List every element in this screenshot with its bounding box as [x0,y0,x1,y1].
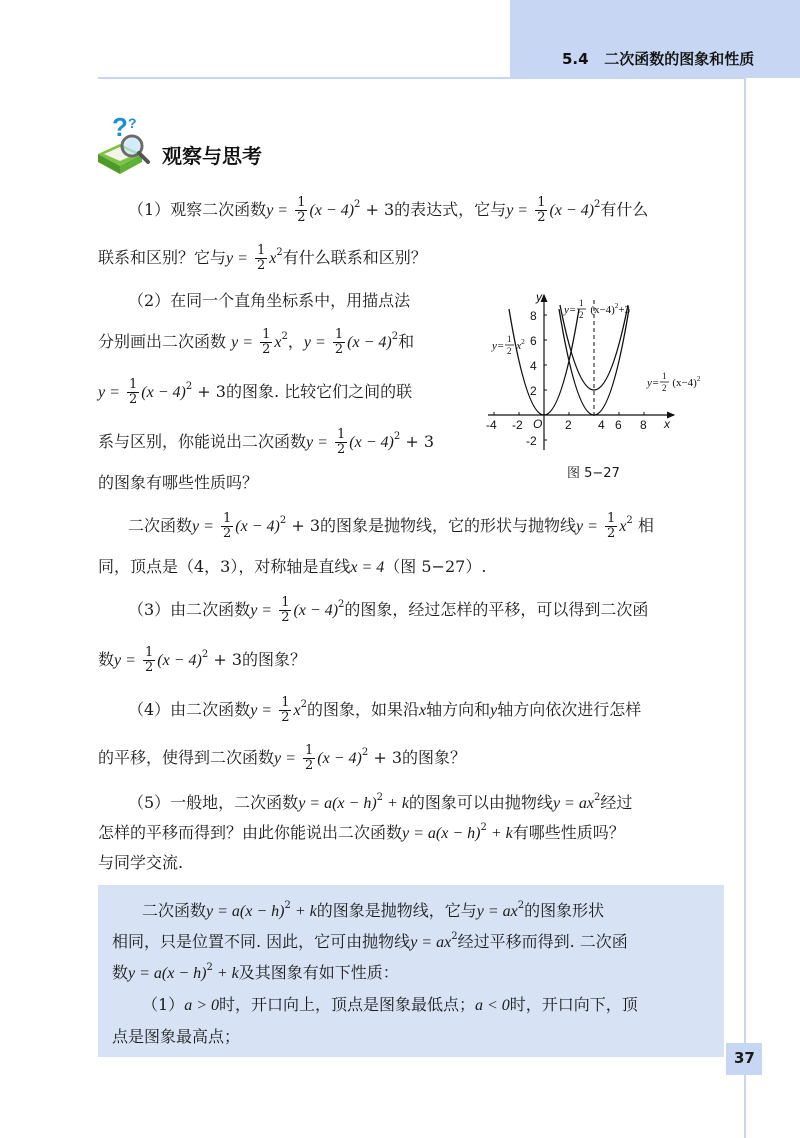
q5-line1: （5）一般地，二次函数$y = a(x - h)^2 + k$的图象可以由抛物线$y = ax^2$经过 [128,792,633,812]
summary-line4: （1）a > 0时，开口向上，顶点是图象最低点；a < 0时，开口向下，顶 [142,995,638,1014]
x-axis-label: x [664,417,670,431]
summary-line3: 数$y = a(x - h)^2 + k$及其图象有如下性质： [112,962,399,982]
header-rule [98,77,746,79]
q2-line3: y = $\frac{1}{2}$ $(x - 4)^2 + 3$的图象. 比较它们之间的联 [98,377,413,407]
svg-text:1: 1 [579,298,584,308]
svg-text:1: 1 [662,371,667,381]
svg-text:2: 2 [507,346,512,356]
summary-line2: 相同，只是位置不同. 因此，它可由抛物线$y = ax^2$经过平移而得到. 二次函 [112,931,628,951]
q4-line2: 的平移，使得到二次函数y = $\frac{1}{2}$ $(x - 4)^2 + 3$的图象？ [98,743,467,773]
summary-line1: 二次函数$y = a(x - h)^2 + k$的图象是抛物线，它与$y = ax^2$的图象形状 [142,900,605,920]
header-title: 5.4 二次函数的图象和性质 [562,50,755,68]
margin-rule [744,78,746,1138]
q1-line1: （1）观察二次函数y = $\frac{1}{2}$ $(x - 4)^2 + 3$的表达式，它与y = $\frac{1}{2}$ $(x - 4)^2$有什么 [128,195,649,225]
page-number: 37 [734,1049,755,1067]
curve-label-shifted-up: $y= (x-4)^2+3$ [564,302,631,316]
y-axis-label: y [536,290,542,304]
x-tick: 6 [615,418,622,432]
figure-caption: 图 5−27 [567,466,620,481]
svg-text:?: ? [112,114,128,142]
x-tick: -4 [486,418,497,432]
q2-line2: 分别画出二次函数 y = $\frac{1}{2}$ $x^2$，y = $\frac{1}{2}$ $(x - 4)^2$和 [98,327,415,357]
y-tick: 2 [530,384,537,398]
y-tick: 8 [530,309,537,323]
curve-label-base: $y= x^2$ [492,338,525,352]
q4-line1: （4）由二次函数y = $\frac{1}{2}$ $x^2$的图象，如果沿x轴方向和y轴方向依次进行怎样 [128,695,642,725]
y-tick: 4 [530,359,537,373]
answer-line1: 二次函数y = $\frac{1}{2}$ $(x - 4)^2 + 3$的图象是抛物线，它的形状与抛物线y = $\frac{1}{2}$ $x^2$ 相 [128,511,654,541]
x-tick: -2 [512,418,523,432]
x-tick: 8 [640,418,647,432]
q1-line2: 联系和区别？它与y = $\frac{1}{2}$ $x^2$有什么联系和区别？ [98,243,427,273]
y-tick: 6 [530,334,537,348]
origin-label: O [533,417,543,431]
q2-line4: 系与区别，你能说出二次函数y = $\frac{1}{2}$ $(x - 4)^2 + 3$ [98,427,434,457]
y-tick: -2 [526,434,537,448]
q2-line5: 的图象有哪些性质吗？ [98,473,259,492]
svg-text:2: 2 [662,383,667,393]
curve-label-shifted: $y= (x-4)^2$ [647,375,701,389]
q5-line3: 与同学交流. [98,853,184,872]
q3-line2: 数y = $\frac{1}{2}$ $(x - 4)^2 + 3$的图象？ [98,645,307,675]
svg-text:?: ? [128,115,137,131]
section-title: 观察与思考 [162,144,262,168]
q2-line1: （2）在同一个直角坐标系中，用描点法 [128,291,411,310]
observe-think-icon [94,114,156,180]
svg-text:2: 2 [579,310,584,320]
q3-line1: （3）由二次函数y = $\frac{1}{2}$ $(x - 4)^2$的图象，经过怎样的平移，可以得到二次函 [128,595,649,625]
figure-5-27 [484,285,734,485]
x-tick: 4 [598,418,605,432]
answer-line2: 同，顶点是（4，3），对称轴是直线x = 4（图 5−27）. [98,557,487,576]
summary-line5: 点是图象最高点； [112,1027,241,1046]
svg-text:1: 1 [507,334,512,344]
x-tick: 2 [565,418,572,432]
q5-line2: 怎样的平移而得到？由此你能说出二次函数$y = a(x - h)^2 + k$有哪些性质吗？ [98,822,625,842]
